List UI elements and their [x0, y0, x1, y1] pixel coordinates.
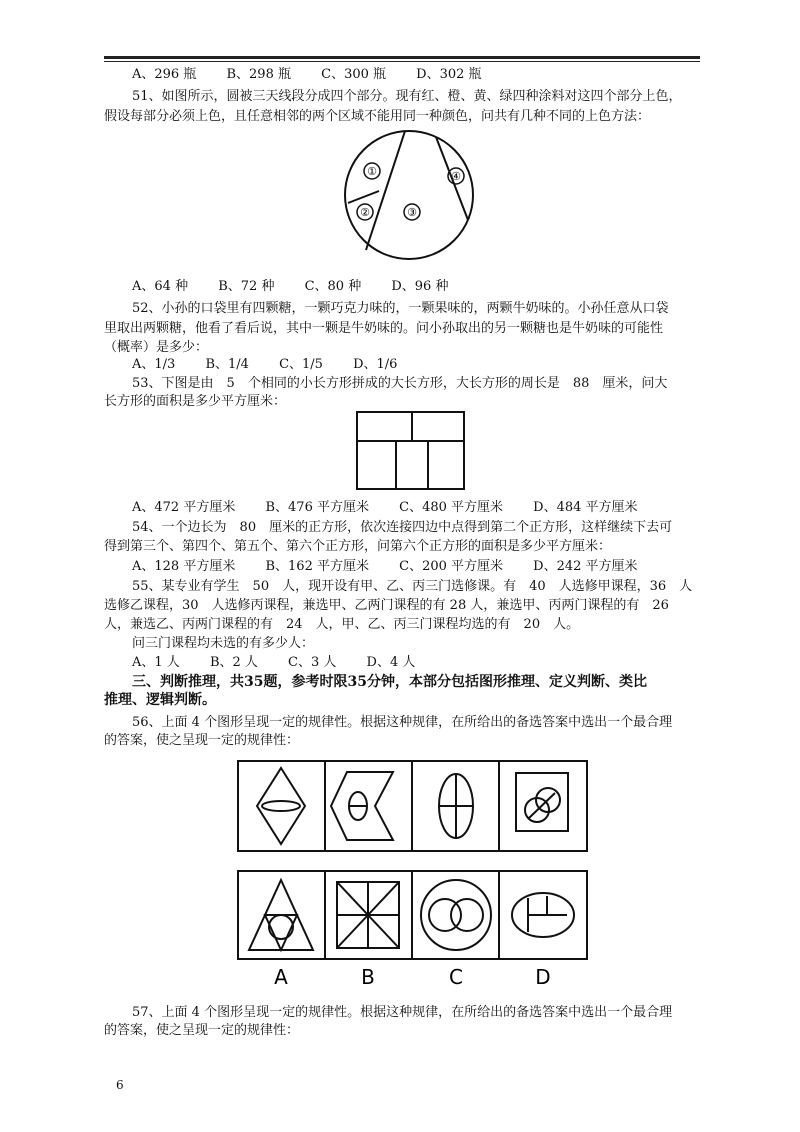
- header-rule-thick: [104, 56, 700, 59]
- q54-options: [132, 558, 664, 575]
- option-b: B、2 人: [209, 655, 258, 670]
- q53-options: [132, 499, 664, 516]
- option-a: A、1/3: [132, 357, 176, 372]
- q50-options: [132, 66, 508, 83]
- q53-rectangle-figure: [356, 411, 466, 491]
- q54-line-1: 54、一个边长为 80 厘米的正方形，依次连接四边中点得到第二个正方形，这样继续下去可: [132, 520, 673, 535]
- region-label-2: ②: [360, 206, 370, 219]
- q52-options: [132, 356, 423, 373]
- section-heading-line-2: 推理、逻辑判断。: [104, 692, 216, 708]
- q55-options: [132, 654, 441, 671]
- q57-line-2: 的答案，使之呈现一定的规律性：: [104, 1023, 300, 1038]
- option-b: B、162 平方厘米: [265, 559, 369, 574]
- q55-line-4: 问三门课程均未选的有多少人：: [132, 636, 315, 651]
- answer-label-d: D: [535, 965, 551, 989]
- q56-answer-labels: [237, 962, 589, 992]
- q53-line-2: 长方形的面积是多少平方厘米：: [104, 394, 287, 409]
- section-heading-line-1: 三、判断推理，共35题，参考时限35分钟，本部分包括图形推理、定义判断、类比: [132, 674, 647, 690]
- option-c: C、1/5: [279, 357, 323, 372]
- option-b: B、72 种: [218, 279, 275, 294]
- option-d: D、1/6: [353, 357, 398, 372]
- answer-label-b: B: [361, 965, 375, 989]
- q56-question-figures: [237, 760, 589, 853]
- option-a: A、296 瓶: [132, 67, 197, 82]
- q54-line-2: 得到第三个、第四个、第五个、第六个正方形，问第六个正方形的面积是多少平方厘米：: [104, 539, 612, 554]
- q55-line-2: 选修乙课程，30 人选修丙课程，兼选甲、乙两门课程的有 28 人，兼选甲、丙两门课程的有 26: [104, 598, 669, 613]
- answer-label-a: A: [274, 965, 288, 989]
- answer-label-c: C: [449, 965, 463, 989]
- header-rule-thin: [104, 61, 700, 62]
- option-a: A、1 人: [132, 655, 180, 670]
- q51-options: [132, 278, 474, 295]
- page-number: 6: [116, 1078, 124, 1092]
- option-c: C、3 人: [288, 655, 337, 670]
- option-d: D、4 人: [366, 655, 416, 670]
- option-c: C、480 平方厘米: [399, 500, 504, 515]
- option-b: B、1/4: [205, 357, 249, 372]
- option-c: C、200 平方厘米: [399, 559, 504, 574]
- option-a: A、472 平方厘米: [132, 500, 236, 515]
- option-b: B、476 平方厘米: [265, 500, 369, 515]
- q56-line-2: 的答案，使之呈现一定的规律性：: [104, 733, 300, 748]
- q51-line-2: 假设每部分必须上色，且任意相邻的两个区域不能用同一种颜色，问共有几种不同的上色方法：: [104, 109, 651, 124]
- option-b: B、298 瓶: [226, 67, 291, 82]
- q52-line-3: （概率）是多少：: [104, 340, 209, 355]
- region-label-1: ①: [367, 165, 377, 178]
- q51-line-1: 51、如图所示，圆被三天线段分成四个部分。现有红、橙、黄、绿四种涂料对这四个部分上色，: [132, 89, 682, 104]
- q55-line-1: 55、某专业有学生 50 人，现开设有甲、乙、丙三门选修课。有 40 人选修甲课程，36 人: [132, 579, 693, 594]
- q57-line-1: 57、上面 4 个图形呈现一定的规律性。根据这种规律，在所给出的备选答案中选出一个最合理: [132, 1005, 673, 1020]
- q52-line-1: 52、小孙的口袋里有四颗糖，一颗巧克力味的，一颗果味的，两颗牛奶味的。小孙任意从口袋: [132, 301, 669, 316]
- q52-line-2: 里取出两颗糖，他看了看后说，其中一颗是牛奶味的。问小孙取出的另一颗糖也是牛奶味的可能性: [104, 321, 664, 336]
- option-d: D、96 种: [391, 279, 449, 294]
- option-c: C、300 瓶: [321, 67, 387, 82]
- q56-line-1: 56、上面 4 个图形呈现一定的规律性。根据这种规律，在所给出的备选答案中选出一个最合理: [132, 715, 673, 730]
- option-a: A、128 平方厘米: [132, 559, 236, 574]
- region-label-4: ④: [451, 170, 461, 183]
- option-d: D、242 平方厘米: [533, 559, 638, 574]
- option-c: C、80 种: [304, 279, 362, 294]
- q53-line-1: 53、下图是由 5 个相同的小长方形拼成的大长方形，大长方形的周长是 88 厘米，问大: [132, 376, 668, 391]
- q55-line-3: 人，兼选乙、丙两门课程的有 24 人，甲、乙、丙三门课程均选的有 20 人。: [104, 617, 580, 632]
- region-label-3: ③: [407, 206, 417, 219]
- option-d: D、484 平方厘米: [533, 500, 638, 515]
- option-a: A、64 种: [132, 279, 189, 294]
- q51-circle-figure: [342, 128, 476, 262]
- q56-answer-figures: [237, 870, 589, 962]
- option-d: D、302 瓶: [416, 67, 482, 82]
